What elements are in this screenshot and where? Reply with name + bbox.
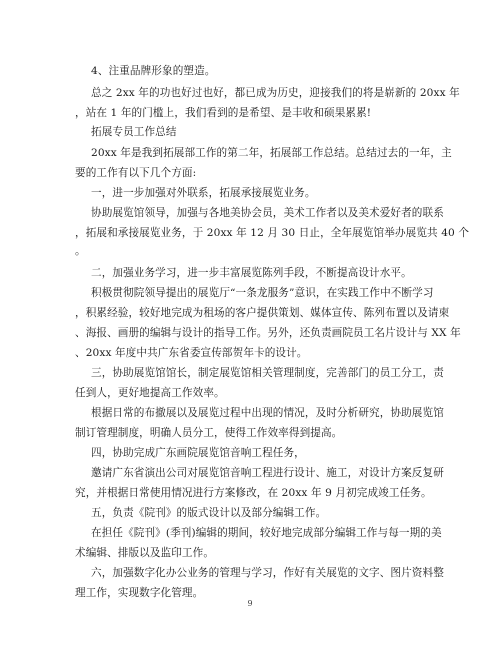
text-line: 根据日常的布撤展以及展览过程中出现的情况，及时分析研究，协助展览馆 — [91, 407, 444, 419]
text-line: 四，协助完成广东画院展览馆音响工程任务， — [91, 447, 305, 459]
text-line: 积极贯彻院领导提出的展览厅“一条龙服务”意识，在实践工作中不断学习 — [91, 287, 434, 299]
text-line: 二，加强业务学习，进一步丰富展览陈列手段，不断提高设计水平。 — [91, 267, 412, 279]
text-line: 、海报、画册的编辑与设计的指导工作。另外，还负责画院员工名片设计与 XX 年 — [75, 327, 461, 339]
text-line: 邀请广东省演出公司对展览馆音响工程进行设计、施工，对设计方案反复研 — [91, 467, 444, 479]
text-line: 、20xx 年度中共广东省委宣传部贺年卡的设计。 — [75, 347, 308, 359]
text-line: 20xx 年是我到拓展部工作的第二年，拓展部工作总结。总结过去的一年，主 — [91, 147, 452, 159]
text-line: 在担任《院刊》(季刊)编辑的期间，较好地完成部分编辑工作与每一期的美 — [91, 527, 442, 539]
text-line: ，站在 1 年的门槛上，我们看到的是希望、是丰收和硕果累累! — [75, 107, 372, 119]
text-line: 制订管理制度，明确人员分工，使得工作效率得到提高。 — [75, 427, 343, 439]
text-line: 。 — [75, 245, 86, 257]
text-line: 理工作，实现数字化管理。 — [75, 587, 204, 599]
text-line: 一，进一步加强对外联系，拓展承接展览业务。 — [91, 187, 316, 199]
page-number: 9 — [247, 599, 253, 608]
text-line: ，积累经验，较好地完成为租场的客户提供策划、媒体宣传、陈列布置以及请柬 — [75, 307, 450, 319]
text-line: 任到人，更好地提高工作效率。 — [75, 387, 225, 399]
text-line: 五，负责《院刊》的版式设计以及部分编辑工作。 — [91, 507, 327, 519]
text-line: ，拓展和承接展览业务，于 20xx 年 12 月 30 日止，全年展览馆举办展览共 40 个 — [75, 227, 470, 239]
text-line: 六，加强数字化办公业务的管理与学习，作好有关展览的文字、图片资料整 — [91, 567, 444, 579]
text-line: 究，并根据日常使用情况进行方案修改，在 20xx 年 9 月初完成竣工任务。 — [75, 487, 432, 499]
text-line: 协助展览馆领导，加强与各地美协会员，美术工作者以及美术爱好者的联系 — [91, 207, 444, 219]
text-line: 术编辑、排版以及监印工作。 — [75, 547, 215, 559]
section-heading: 拓展专员工作总结 — [91, 126, 177, 138]
text-line: 总之 2xx 年的功也好过也好，都已成为历史，迎接我们的将是崭新的 20xx 年 — [91, 87, 460, 99]
text-line: 4、注重品牌形象的塑造。 — [91, 65, 216, 77]
text-line: 要的工作有以下几个方面: — [75, 167, 197, 179]
text-line: 三，协助展览馆馆长，制定展览馆相关管理制度，完善部门的员工分工，责 — [91, 367, 444, 379]
